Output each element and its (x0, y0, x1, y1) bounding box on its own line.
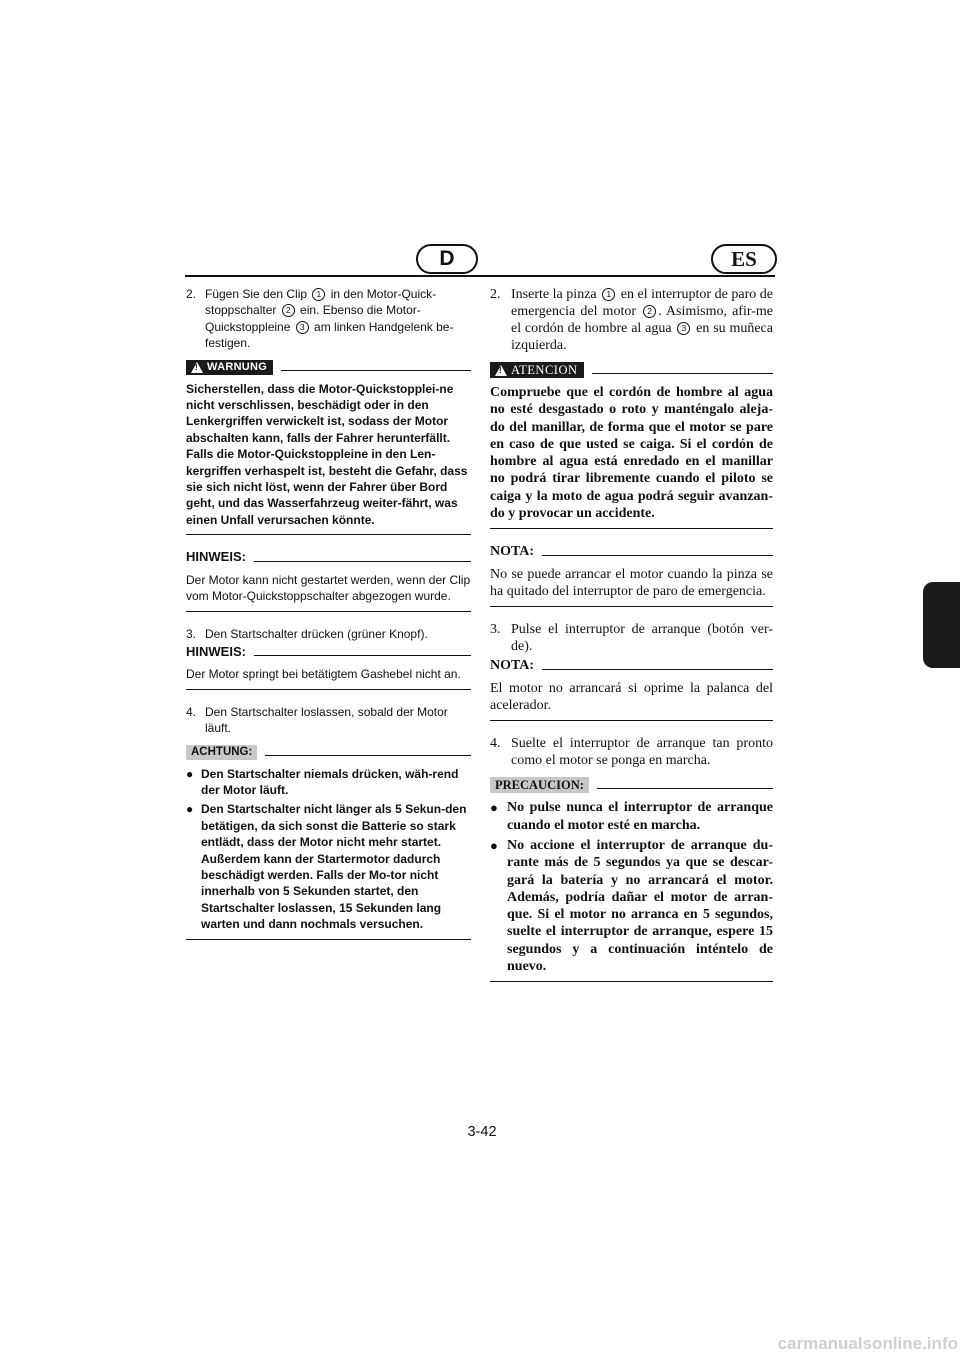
warning-header-es (490, 362, 773, 378)
step-4-de: 4. Den Startschalter loslassen, sobald der Motor läuft. (186, 704, 448, 736)
divider (490, 720, 773, 721)
note-text-es: No se puede arrancar el motor cuando la pinza se ha quitado del interruptor de paro de emergencia. (490, 567, 773, 600)
step-4-es: 4. Suelte el interruptor de arranque tan pronto como el motor se ponga en marcha. (490, 736, 773, 769)
divider (490, 528, 773, 529)
list-item: ● No pulse nunca el interruptor de arranque cuando el motor esté en marcha. (490, 800, 773, 833)
callout-1-icon: 1 (312, 288, 325, 301)
step-3-de: 3. Den Startschalter drücken (grüner Knopf). (186, 626, 428, 641)
header-rule (185, 275, 775, 277)
warning-label: ! WARNUNG (186, 360, 273, 375)
step-2-es: 2. Inserte la pinza 1 en el interruptor de paro de emergencia del motor 2 . Asimismo, afir-me el cordón de hombre al agua 3 en su muñeca izquierda. (490, 287, 774, 353)
divider (186, 611, 471, 612)
bullet-icon: ● (186, 766, 194, 781)
note2-text-es: El motor no arrancará si oprime la palanca del acelerador. (490, 681, 773, 714)
language-badge-es: ES (711, 244, 777, 274)
note2-header-es: NOTA: (490, 657, 773, 674)
note-header-de: HINWEIS: (186, 549, 471, 565)
note2-text-de: Der Motor springt bei betätigtem Gashebel nicht an. (186, 667, 461, 682)
warning-text-de: Sicherstellen, dass die Motor-Quickstopplei-ne nicht verschlissen, beschädigt oder in den Lenkergriffen verwickelt ist, sodass der Motor abschalten kann, falls der Fahrer herunterfällt. Falls die Motor-Quickstoppleine in den Len-kergriffen verhaspelt ist, besteht die Gefahr, dass sie sich nicht löst, wenn der Fahrer über Bord geht, und das Wasserfahrzeug weiter-fährt, was einen Unfall verursachen könnte. (186, 381, 468, 527)
caution-list-de (186, 766, 471, 933)
caution-list-es (490, 799, 773, 975)
warning-triangle-icon (191, 362, 203, 373)
warning-text-es: Compruebe que el cordón de hombre al agua no esté desgastado o roto y manténgalo aleja-do del manillar, de forma que el motor se pare en caso de que usted se caiga. Si el cordón de hombre al agua está enredado en el manillar no podrá tirar libremente cuando el piloto se caiga y la moto de agua podrá seguir avanzan-do y provocar un accidente. (490, 385, 773, 522)
warning-triangle-icon (495, 365, 507, 376)
caution-header-es: PRECAUCION: (490, 777, 773, 793)
divider (490, 981, 773, 982)
bullet-icon: ● (490, 837, 498, 853)
callout-3-icon: 3 (677, 322, 690, 335)
callout-2-icon: 2 (643, 305, 656, 318)
language-badge-de: D (416, 244, 478, 274)
column-german (186, 286, 471, 954)
callout-2-icon: 2 (282, 304, 295, 317)
divider (490, 606, 773, 607)
list-item: ● Den Startschalter nicht länger als 5 Sekun-den betätigen, da sich sonst die Batterie so stark entlädt, dass der Motor nicht mehr startet. Außerdem kann der Startermotor dadurch beschädigt werden. Falls der Mo-tor nicht innerhalb von 5 Sekunden startet, den Startschalter loslassen, 15 Sekunden lang warten und dann nochmals versuchen. (186, 802, 467, 932)
warning-label: ! ATENCION (490, 362, 584, 378)
divider (186, 534, 471, 535)
note-header-es: NOTA: (490, 543, 773, 560)
caution-header-de: ACHTUNG: (186, 745, 471, 760)
watermark-text: carmanualsonline.info (777, 1334, 958, 1353)
list-item: ● No accione el interruptor de arranque du-rante más de 5 segundos ya que se descar-gará la batería y no arrancará el motor. Además, podría dañar el motor de arran-que. Si el motor no arranca en 5 segundos, suelte el interruptor de arranque, espere 15 segundos y a continuación inténtelo de nuevo. (490, 837, 773, 975)
divider (186, 689, 471, 690)
note2-header-de: HINWEIS: (186, 644, 471, 660)
bullet-icon: ● (490, 800, 498, 816)
page-number: 3-42 (467, 1124, 497, 1140)
bullet-icon: ● (186, 802, 194, 817)
column-spanish (490, 286, 773, 996)
divider (186, 939, 471, 940)
list-item: ● Den Startschalter niemals drücken, wäh-rend der Motor läuft. (186, 766, 459, 797)
callout-3-icon: 3 (296, 321, 309, 334)
chapter-thumb-tab (923, 582, 960, 668)
warning-header-de (186, 360, 471, 375)
callout-1-icon: 1 (602, 288, 615, 301)
step-2-de: 2. Fügen Sie den Clip 1 in den Motor-Quick-stoppschalter 2 ein. Ebenso die Motor-Quickstoppleine 3 am linken Handgelenk be-festigen. (186, 287, 454, 351)
note-text-de: Der Motor kann nicht gestartet werden, wenn der Clip vom Motor-Quickstoppschalter abgezogen wurde. (186, 572, 471, 604)
step-3-es: 3. Pulse el interruptor de arranque (botón ver-de). (490, 622, 773, 655)
